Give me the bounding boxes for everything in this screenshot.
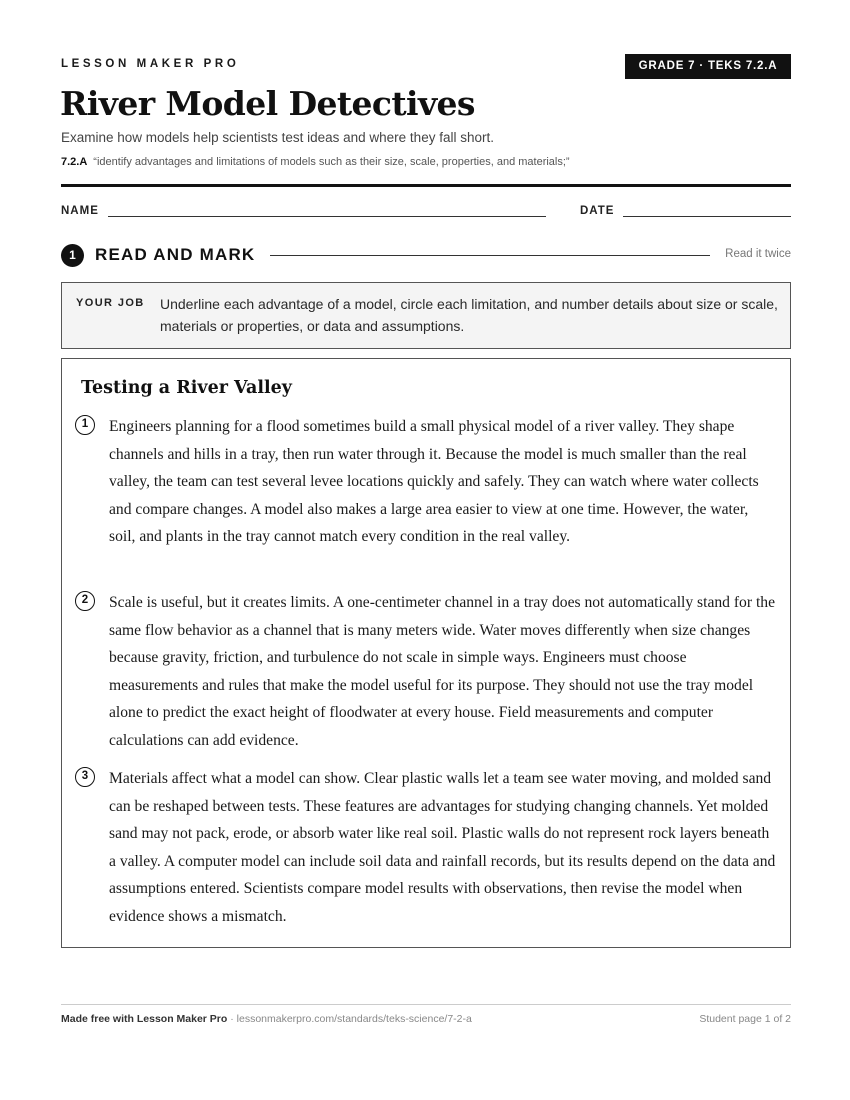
page-subtitle: Examine how models help scientists test ideas and where they fall short. bbox=[61, 130, 494, 145]
paragraph-1: Engineers planning for a flood sometimes build a small physical model of a river valley. They shape channels and hills in a tray, then run water through it. Because the model is much smaller than the real valley, the team can test several levee locations quickly and safely. They can watch where water collects and compare changes. A model also makes a large area easier to view at one time. However, the water, soil, and plants in the tray cannot match every condition in the real valley. bbox=[109, 418, 759, 545]
reading-passage bbox=[61, 358, 791, 948]
footer-made-with: Made free with Lesson Maker Pro bbox=[61, 1013, 228, 1025]
paragraph-number-2: 2 bbox=[75, 591, 95, 611]
job-label: YOUR JOB bbox=[76, 297, 145, 309]
section-note: Read it twice bbox=[725, 248, 791, 260]
page-indicator: Student page 1 of 2 bbox=[699, 1013, 791, 1025]
footer-credit bbox=[61, 1013, 472, 1025]
footer-url[interactable]: lessonmakerpro.com/standards/teks-science/7-2-a bbox=[236, 1013, 472, 1025]
page-title: River Model Detectives bbox=[60, 84, 475, 123]
header-divider bbox=[61, 184, 791, 187]
section-divider bbox=[270, 255, 710, 256]
name-field[interactable] bbox=[108, 216, 546, 217]
section-title: READ AND MARK bbox=[95, 245, 256, 264]
paragraph-3: Materials affect what a model can show. Clear plastic walls let a team see water moving, and molded sand can be reshaped between tests. These features are advantages for studying changing channels. Yet molded sand may not pack, erode, or absorb water like real soil. Plastic walls do not represent rock layers beneath a valley. A computer model can include soil data and rainfall records, but its results depend on the data and assumptions entered. Scientists compare model results with observations, then revise the model when evidence shows a mismatch. bbox=[109, 770, 776, 925]
name-label: NAME bbox=[61, 205, 99, 217]
job-text: Underline each advantage of a model, circle each limitation, and number details about size or scale, materials or properties, or data and assumptions. bbox=[160, 296, 778, 334]
brand-name: LESSON MAKER PRO bbox=[61, 58, 240, 70]
date-field[interactable] bbox=[623, 216, 791, 217]
footer-divider bbox=[61, 1004, 791, 1005]
standard-line bbox=[61, 156, 570, 168]
grade-badge: GRADE 7 · TEKS 7.2.A bbox=[625, 54, 791, 79]
section-number-badge: 1 bbox=[61, 244, 84, 267]
job-instructions-box bbox=[61, 282, 791, 349]
date-label: DATE bbox=[580, 205, 615, 217]
footer-separator: · bbox=[227, 1013, 237, 1025]
passage-title: Testing a River Valley bbox=[81, 378, 292, 398]
paragraph-number-3: 3 bbox=[75, 767, 95, 787]
paragraph-number-1: 1 bbox=[75, 415, 95, 435]
paragraph-2: Scale is useful, but it creates limits. A one-centimeter channel in a tray does not automatically stand for the same flow behavior as a channel that is many meters wide. Water moves differently when size changes because gravity, friction, and turbulence do not scale in simple ways. Engineers must choose measurements and rules that make the model useful for its purpose. They should not use the tray model alone to predict the exact height of floodwater at every house. Field measurements and computer calculations can add evidence. bbox=[109, 594, 776, 749]
standard-text: “identify advantages and limitations of models such as their size, scale, properties, and materials;” bbox=[93, 156, 570, 168]
standard-code: 7.2.A bbox=[61, 156, 88, 168]
